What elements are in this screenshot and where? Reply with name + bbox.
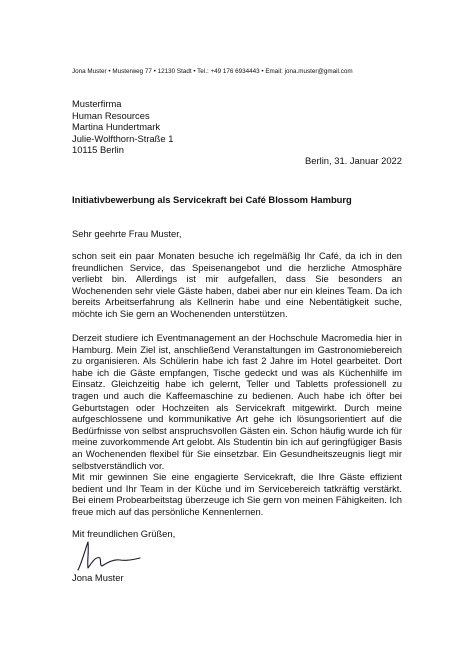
salutation: Sehr geehrte Frau Muster, — [72, 228, 182, 239]
signer-name: Jona Muster — [72, 572, 124, 583]
recipient-address — [72, 98, 173, 156]
recipient-city: 10115 Berlin — [72, 144, 124, 156]
letter-date: Berlin, 31. Januar 2022 — [305, 155, 402, 166]
recipient-street: Julie-Wolfthorn-Straße 1 — [72, 132, 174, 144]
recipient-company: Musterfirma — [72, 98, 122, 109]
recipient-department: Human Resources — [72, 109, 150, 121]
sender-line: Jona Muster • Musterweg 77 • 12130 Stadt • Tel.: +49 176 6934443 • Email: jona.muster@gmail.com — [72, 68, 353, 75]
letter-subject: Initiativbewerbung als Servicekraft bei Café Blossom Hamburg — [72, 194, 352, 205]
recipient-name: Martina Hundertmark — [72, 121, 161, 133]
closing-phrase: Mit freundlichen Grüßen, — [72, 528, 176, 539]
handwritten-signature — [74, 540, 144, 574]
body-paragraph-3: Mit mir gewinnen Sie eine engagierte Servicekraft, die Ihre Gäste effizient bedient und Ihr Team in der Küche und im Servicebereich tatkräftig verstärkt. Bei einem Probearbeitstag überzeuge ich Sie gern von meinen Fähigkeiten. Ich freue mich auf das persönliche Kennenlernen. — [72, 471, 402, 517]
body-paragraph-2: Derzeit studiere ich Eventmanagement an der Hochschule Macromedia hier in Hamburg. Mein Ziel ist, anschließend Veranstaltungen im Gastronomiebereich zu organisieren. Als Schülerin habe ich fast 2 Jahre im Hotel gearbeitet. Dort habe ich die Gäste empfangen, Tische gedeckt und was als Küchenhilfe im Einsatz. Gleichzeitig habe ich gelernt, Teller und Tabletts professionell zu tragen und auch die Kaffeemaschine zu bedienen. Auch habe ich öfter bei Geburtstagen oder Hochzeiten als Servicekraft mitgewirkt. Durch meine aufgeschlossene und kommunikative Art gehe ich lösungsorientiert auf die Bedürfnisse von selbst anspruchsvollen Gästen ein. Schon häufig wurde ich für meine zuvorkommende Art gelobt. Als Studentin bin ich auf geringfügiger Basis an Wochenenden flexibel für Sie einsetzbar. Ein Gesundheitszeugnis liegt mir selbstverständlich vor. — [72, 332, 402, 471]
body-paragraph-1: schon seit ein paar Monaten besuche ich regelmäßig Ihr Café, da ich in den freundlichen Service, das Speisenangebot und die herzliche Atmosphäre verliebt bin. Allerdings ist mir aufgefallen, dass Sie besonders an Wochenenden sehr viele Gäste haben, dabei aber nur ein kleines Team. Da ich bereits Arbeitserfahrung als Kellnerin habe und eine Nebentätigkeit suche, möchte ich Sie gern an Wochenenden unterstützen. — [72, 250, 402, 319]
